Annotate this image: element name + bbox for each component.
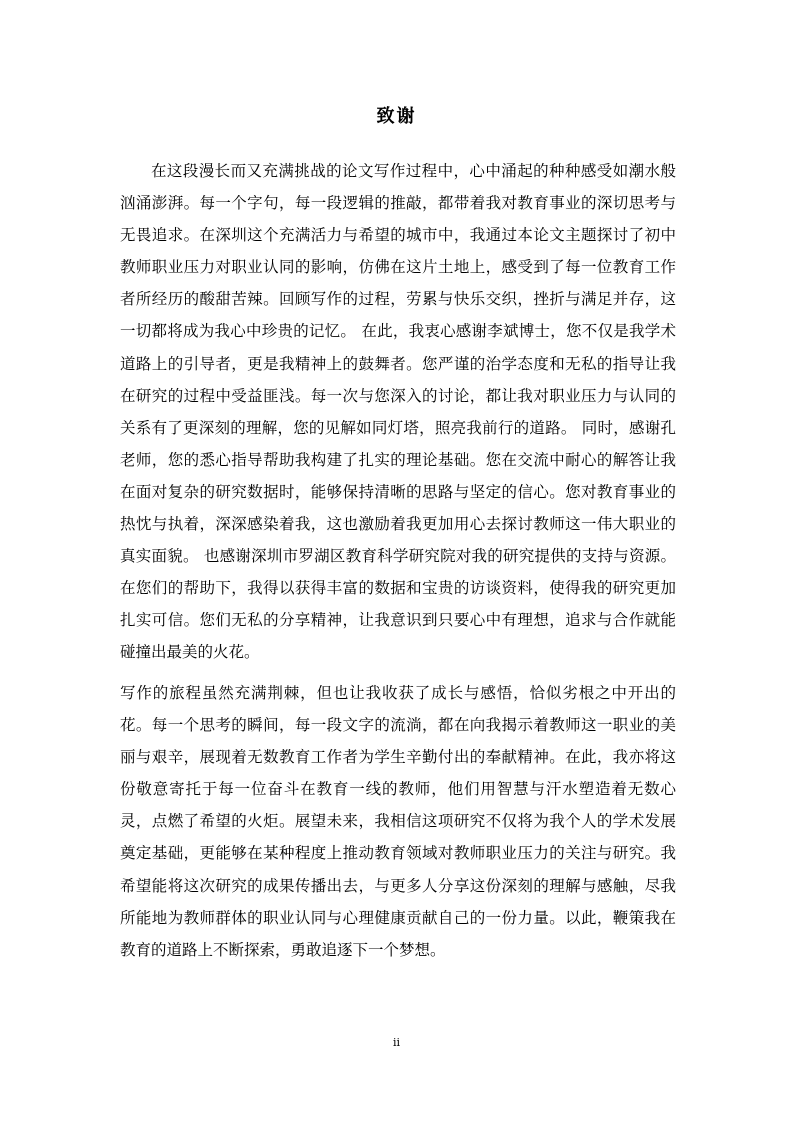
acknowledgement-paragraph-1: 在这段漫长而又充满挑战的论文写作过程中，心中涌起的种种感受如潮水般汹涌澎湃。每一个字句，每一段逻辑的推敲，都带着我对教育事业的深切思考与无畏追求。在深圳这个充满活力与希望的城市中，我通过本论文主题探讨了初中教师职业压力对职业认同的影响，仿佛在这片土地上，感受到了每一位教育工作者所经历的酸甜苦辣。回顾写作的过程，劳累与快乐交织，挫折与满足并存，这一切都将成为我心中珍贵的记忆。 在此，我衷心感谢李斌博士，您不仅是我学术道路上的引导者，更是我精神上的鼓舞者。您严谨的治学态度和无私的指导让我在研究的过程中受益匪浅。每一次与您深入的讨论，都让我对职业压力与认同的关系有了更深刻的理解，您的见解如同灯塔，照亮我前行的道路。 同时，感谢孔老师，您的悉心指导帮助我构建了扎实的理论基础。您在交流中耐心的解答让我在面对复杂的研究数据时，能够保持清晰的思路与坚定的信心。您对教育事业的热忱与执着，深深感染着我，这也激励着我更加用心去探讨教师这一伟大职业的真实面貌。 也感谢深圳市罗湖区教育科学研究院对我的研究提供的支持与资源。在您们的帮助下，我得以获得丰富的数据和宝贵的访谈资料，使得我的研究更加扎实可信。您们无私的分享精神，让我意识到只要心中有理想，追求与合作就能碰撞出最美的火花。 [120, 162, 676, 662]
page-number: ii [392, 1036, 401, 1049]
page-title: 致谢 [376, 106, 417, 127]
acknowledgement-paragraph-2: 写作的旅程虽然充满荆棘，但也让我收获了成长与感悟，恰似劣根之中开出的花。每一个思考的瞬间，每一段文字的流淌，都在向我揭示着教师这一职业的美丽与艰辛，展现着无数教育工作者为学生辛勤付出的奉献精神。在此，我亦将这份敬意寄托于每一位奋斗在教育一线的教师，他们用智慧与汗水塑造着无数心灵，点燃了希望的火炬。展望未来，我相信这项研究不仅将为我个人的学术发展奠定基础，更能够在某种程度上推动教育领域对教师职业压力的关注与研究。我希望能将这次研究的成果传播出去，与更多人分享这份深刻的理解与感触，尽我所能地为教师群体的职业认同与心理健康贡献自己的一份力量。以此，鞭策我在教育的道路上不断探索，勇敢追逐下一个梦想。 [120, 684, 676, 959]
